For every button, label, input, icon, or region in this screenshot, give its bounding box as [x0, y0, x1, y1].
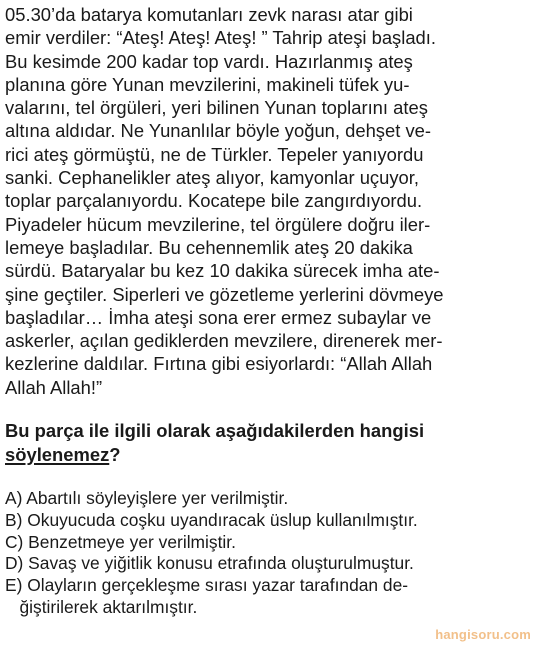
option-e-continued[interactable]: ğiştirilerek aktarılmıştır. [5, 596, 198, 617]
question-stem [5, 419, 533, 466]
passage-line: valarını, tel örgüleri, yeri bilinen Yunan toplarını ateş [5, 97, 428, 119]
passage-line: şine geçtiler. Siperleri ve gözetleme yerlerini dövmeye [5, 283, 444, 305]
answer-options [5, 488, 533, 619]
passage-line: altına aldıdar. Ne Yunanlılar böyle yoğun, dehşet ve- [5, 120, 432, 142]
passage-line: sürdü. Bataryalar bu kez 10 dakika sürecek imha ate- [5, 260, 440, 282]
passage-line: kezlerine daldılar. Fırtına gibi esiyorlardı: “Allah Allah [5, 353, 433, 375]
passage-line: 05.30’da batarya komutanları zevk narası atar gibi [5, 4, 413, 25]
passage-line: lemeye başladılar. Bu cehennemlik ateş 20 dakika [5, 236, 413, 258]
site-watermark: hangisoru.com [435, 627, 531, 642]
passage-line: toplar parçalanıyordu. Kocatepe bile zangırdıyordu. [5, 190, 423, 212]
passage-text [5, 3, 533, 399]
option-d[interactable]: D) Savaş ve yiğitlik konusu etrafında oluşturulmuştur. [5, 553, 414, 574]
option-e[interactable]: E) Olayların gerçekleşme sırası yazar tarafından de- [5, 575, 409, 596]
passage-line: Bu kesimde 200 kadar top vardı. Hazırlanmış ateş [5, 50, 413, 72]
passage-line: planına göre Yunan mevzilerini, makineli tüfek yu- [5, 73, 410, 95]
question-line-2 [5, 443, 533, 467]
option-b[interactable]: B) Okuyucuda coşku uyandıracak üslup kullanılmıştır. [5, 509, 418, 530]
passage-line: askerler, açılan gediklerden mevzilere, direnerek mer- [5, 330, 443, 352]
question-keyword-underlined: söylenemez [5, 443, 110, 465]
passage-line: başladılar… İmha ateşi sona erer ermez subaylar ve [5, 306, 432, 328]
option-c[interactable]: C) Benzetmeye yer verilmiştir. [5, 531, 236, 552]
question-line-1: Bu parça ile ilgili olarak aşağıdakilerden hangisi [5, 420, 425, 441]
passage-line: Allah Allah!” [5, 376, 103, 398]
option-a[interactable]: A) Abartılı söyleyişlere yer verilmiştir. [5, 488, 289, 508]
question-mark: ? [109, 443, 121, 465]
passage-line: sanki. Cephanelikler ateş alıyor, kamyonlar uçuyor, [5, 167, 419, 189]
passage-line: rici ateş görmüştü, ne de Türkler. Tepeler yanıyordu [5, 143, 424, 165]
passage-line: Piyadeler hücum mevzilerine, tel örgülere doğru iler- [5, 213, 431, 235]
passage-line: emir verdiler: “Ateş! Ateş! Ateş! ” Tahrip ateşi başladı. [5, 27, 437, 49]
